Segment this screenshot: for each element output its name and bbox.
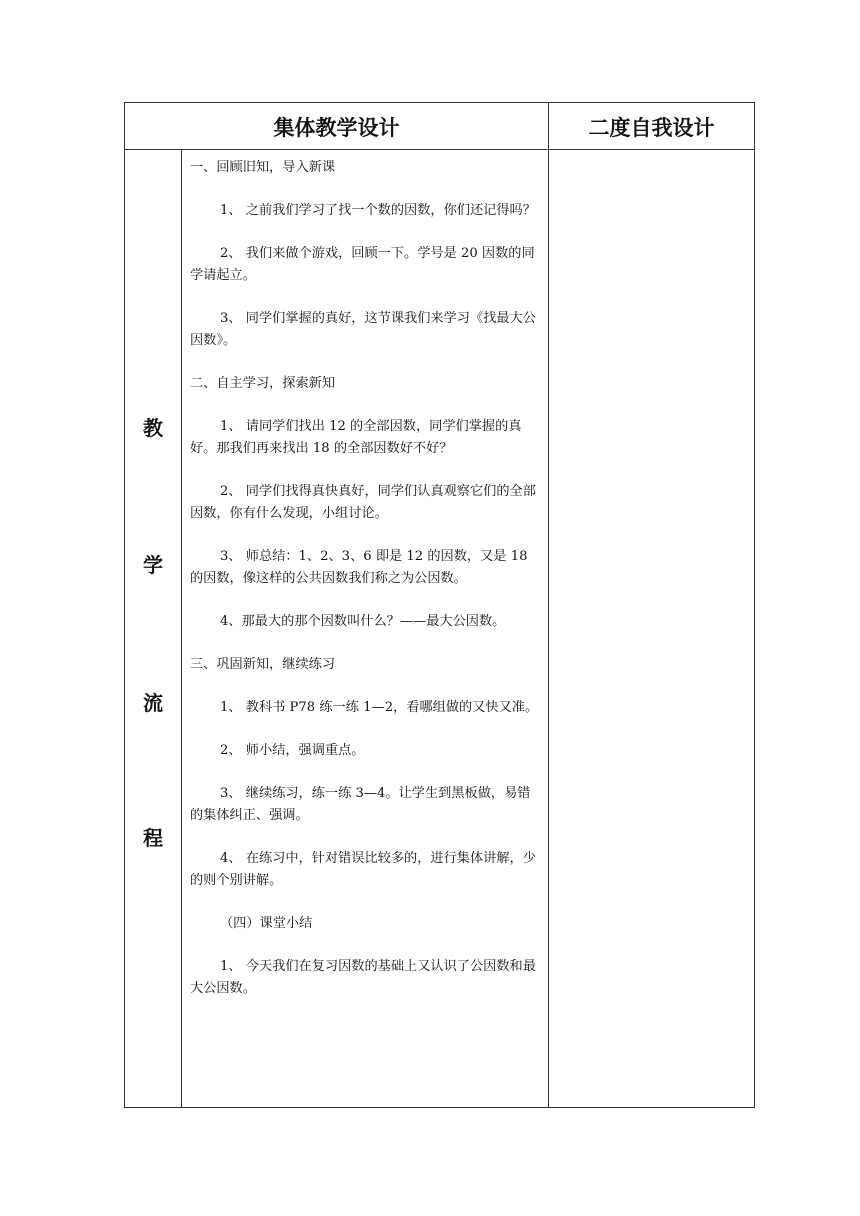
section-heading: 一、回顾旧知，导入新课: [190, 160, 336, 175]
step-paragraph: 4、那最大的那个因数叫什么？——最大公因数。: [220, 614, 506, 629]
step-paragraph: 3、 师总结：1、2、3、6 即是 12 的因数，又是 18 的因数，像这样的公共因数我们称之为公因数。: [190, 549, 528, 586]
lesson-plan-table: [124, 102, 755, 1108]
header-self-design: 二度自我设计: [588, 115, 715, 140]
step-paragraph: 4、 在练习中，针对错误比较多的，进行集体讲解，少的则个别讲解。: [190, 851, 536, 888]
step-paragraph: 3、 继续练习，练一练 3—4。让学生到黑板做，易错的集体纠正、强调。: [190, 786, 531, 823]
section-heading: 二、自主学习，探索新知: [190, 376, 336, 391]
self-design-column: [549, 150, 754, 1107]
section-heading: （四）课堂小结: [220, 916, 313, 931]
step-paragraph: 1、 请同学们找出 12 的全部因数，同学们掌握的真好。那我们再来找出 18 的全部因数好不好？: [190, 419, 522, 456]
side-label-char: 流: [143, 691, 163, 715]
side-label-char: 程: [143, 826, 163, 850]
step-paragraph: 1、 之前我们学习了找一个数的因数，你们还记得吗？: [220, 203, 536, 218]
side-label-char: 学: [143, 553, 163, 577]
step-paragraph: 2、 同学们找得真快真好，同学们认真观察它们的全部因数，你有什么发现，小组讨论。: [190, 484, 536, 521]
side-label-char: 教: [143, 416, 163, 440]
step-paragraph: 3、 同学们掌握的真好，这节课我们来学习《找最大公因数》。: [190, 311, 536, 348]
step-paragraph: 2、 我们来做个游戏，回顾一下。学号是 20 因数的同学请起立。: [190, 246, 535, 283]
lesson-process-content: [182, 151, 548, 1021]
header-collective-design: 集体教学设计: [273, 115, 400, 140]
step-paragraph: 1、 教科书 P78 练一练 1—2，看哪组做的又快又准。: [220, 700, 539, 715]
step-paragraph: 1、 今天我们在复习因数的基础上又认识了公因数和最大公因数。: [190, 959, 536, 996]
section-heading: 三、巩固新知，继续练习: [190, 657, 336, 672]
step-paragraph: 2、 师小结，强调重点。: [220, 743, 365, 758]
